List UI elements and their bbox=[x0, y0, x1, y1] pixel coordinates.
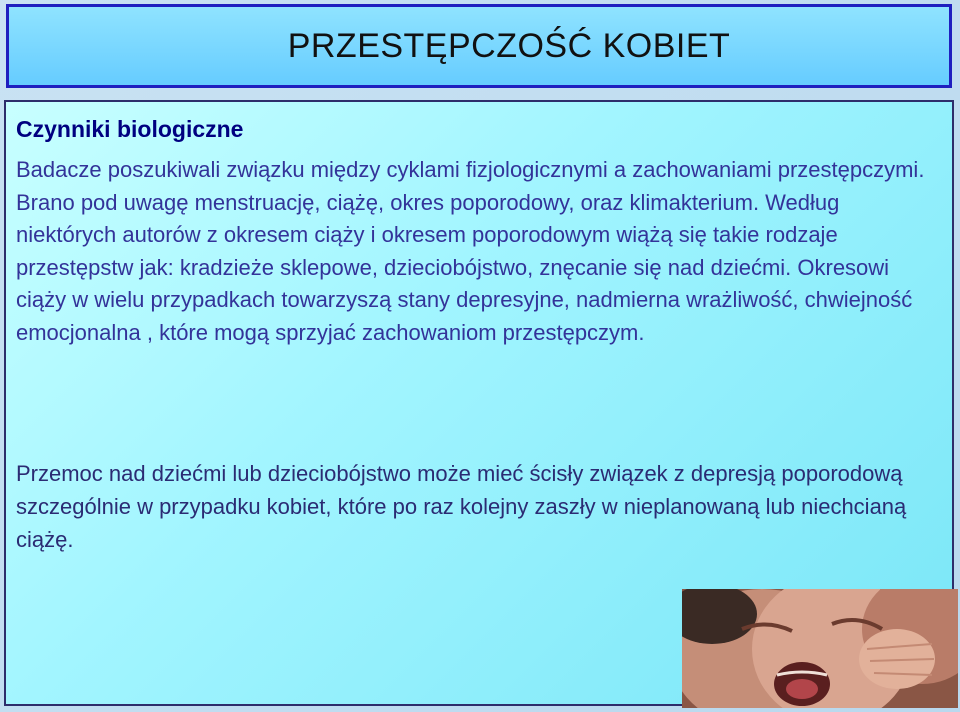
title-bar bbox=[6, 4, 952, 88]
slide-title: PRZESTĘPCZOŚĆ KOBIET bbox=[287, 26, 731, 65]
crying-child-photo bbox=[682, 589, 958, 708]
paragraph-biological-factors: Badacze poszukiwali związku między cyklami fizjologicznymi a zachowaniami przestępczymi. Brano pod uwagę menstruację, ciążę, okres poporodowy, oraz klimakterium. Według niektórych autorów z okresem ciąży i okresem poporodowym wiążą się takie rodzaje przestępstw jak: kradzieże sklepowe, dzieciobójstwo, znęcanie się nad dziećmi. Okresowi ciąży w wielu przypadkach towarzyszą stany depresyjne, nadmierna wrażliwość, chwiejność emocjonalna , które mogą sprzyjać zachowaniom przestępczym. bbox=[16, 157, 925, 345]
section-heading: Czynniki biologiczne bbox=[16, 116, 244, 142]
content-box bbox=[4, 100, 954, 706]
paragraph-postpartum-depression: Przemoc nad dziećmi lub dzieciobójstwo może mieć ścisły związek z depresją poporodową szczególnie w przypadku kobiet, które po raz kolejny zaszły w nieplanowaną lub niechcianą ciążę. bbox=[16, 461, 907, 552]
